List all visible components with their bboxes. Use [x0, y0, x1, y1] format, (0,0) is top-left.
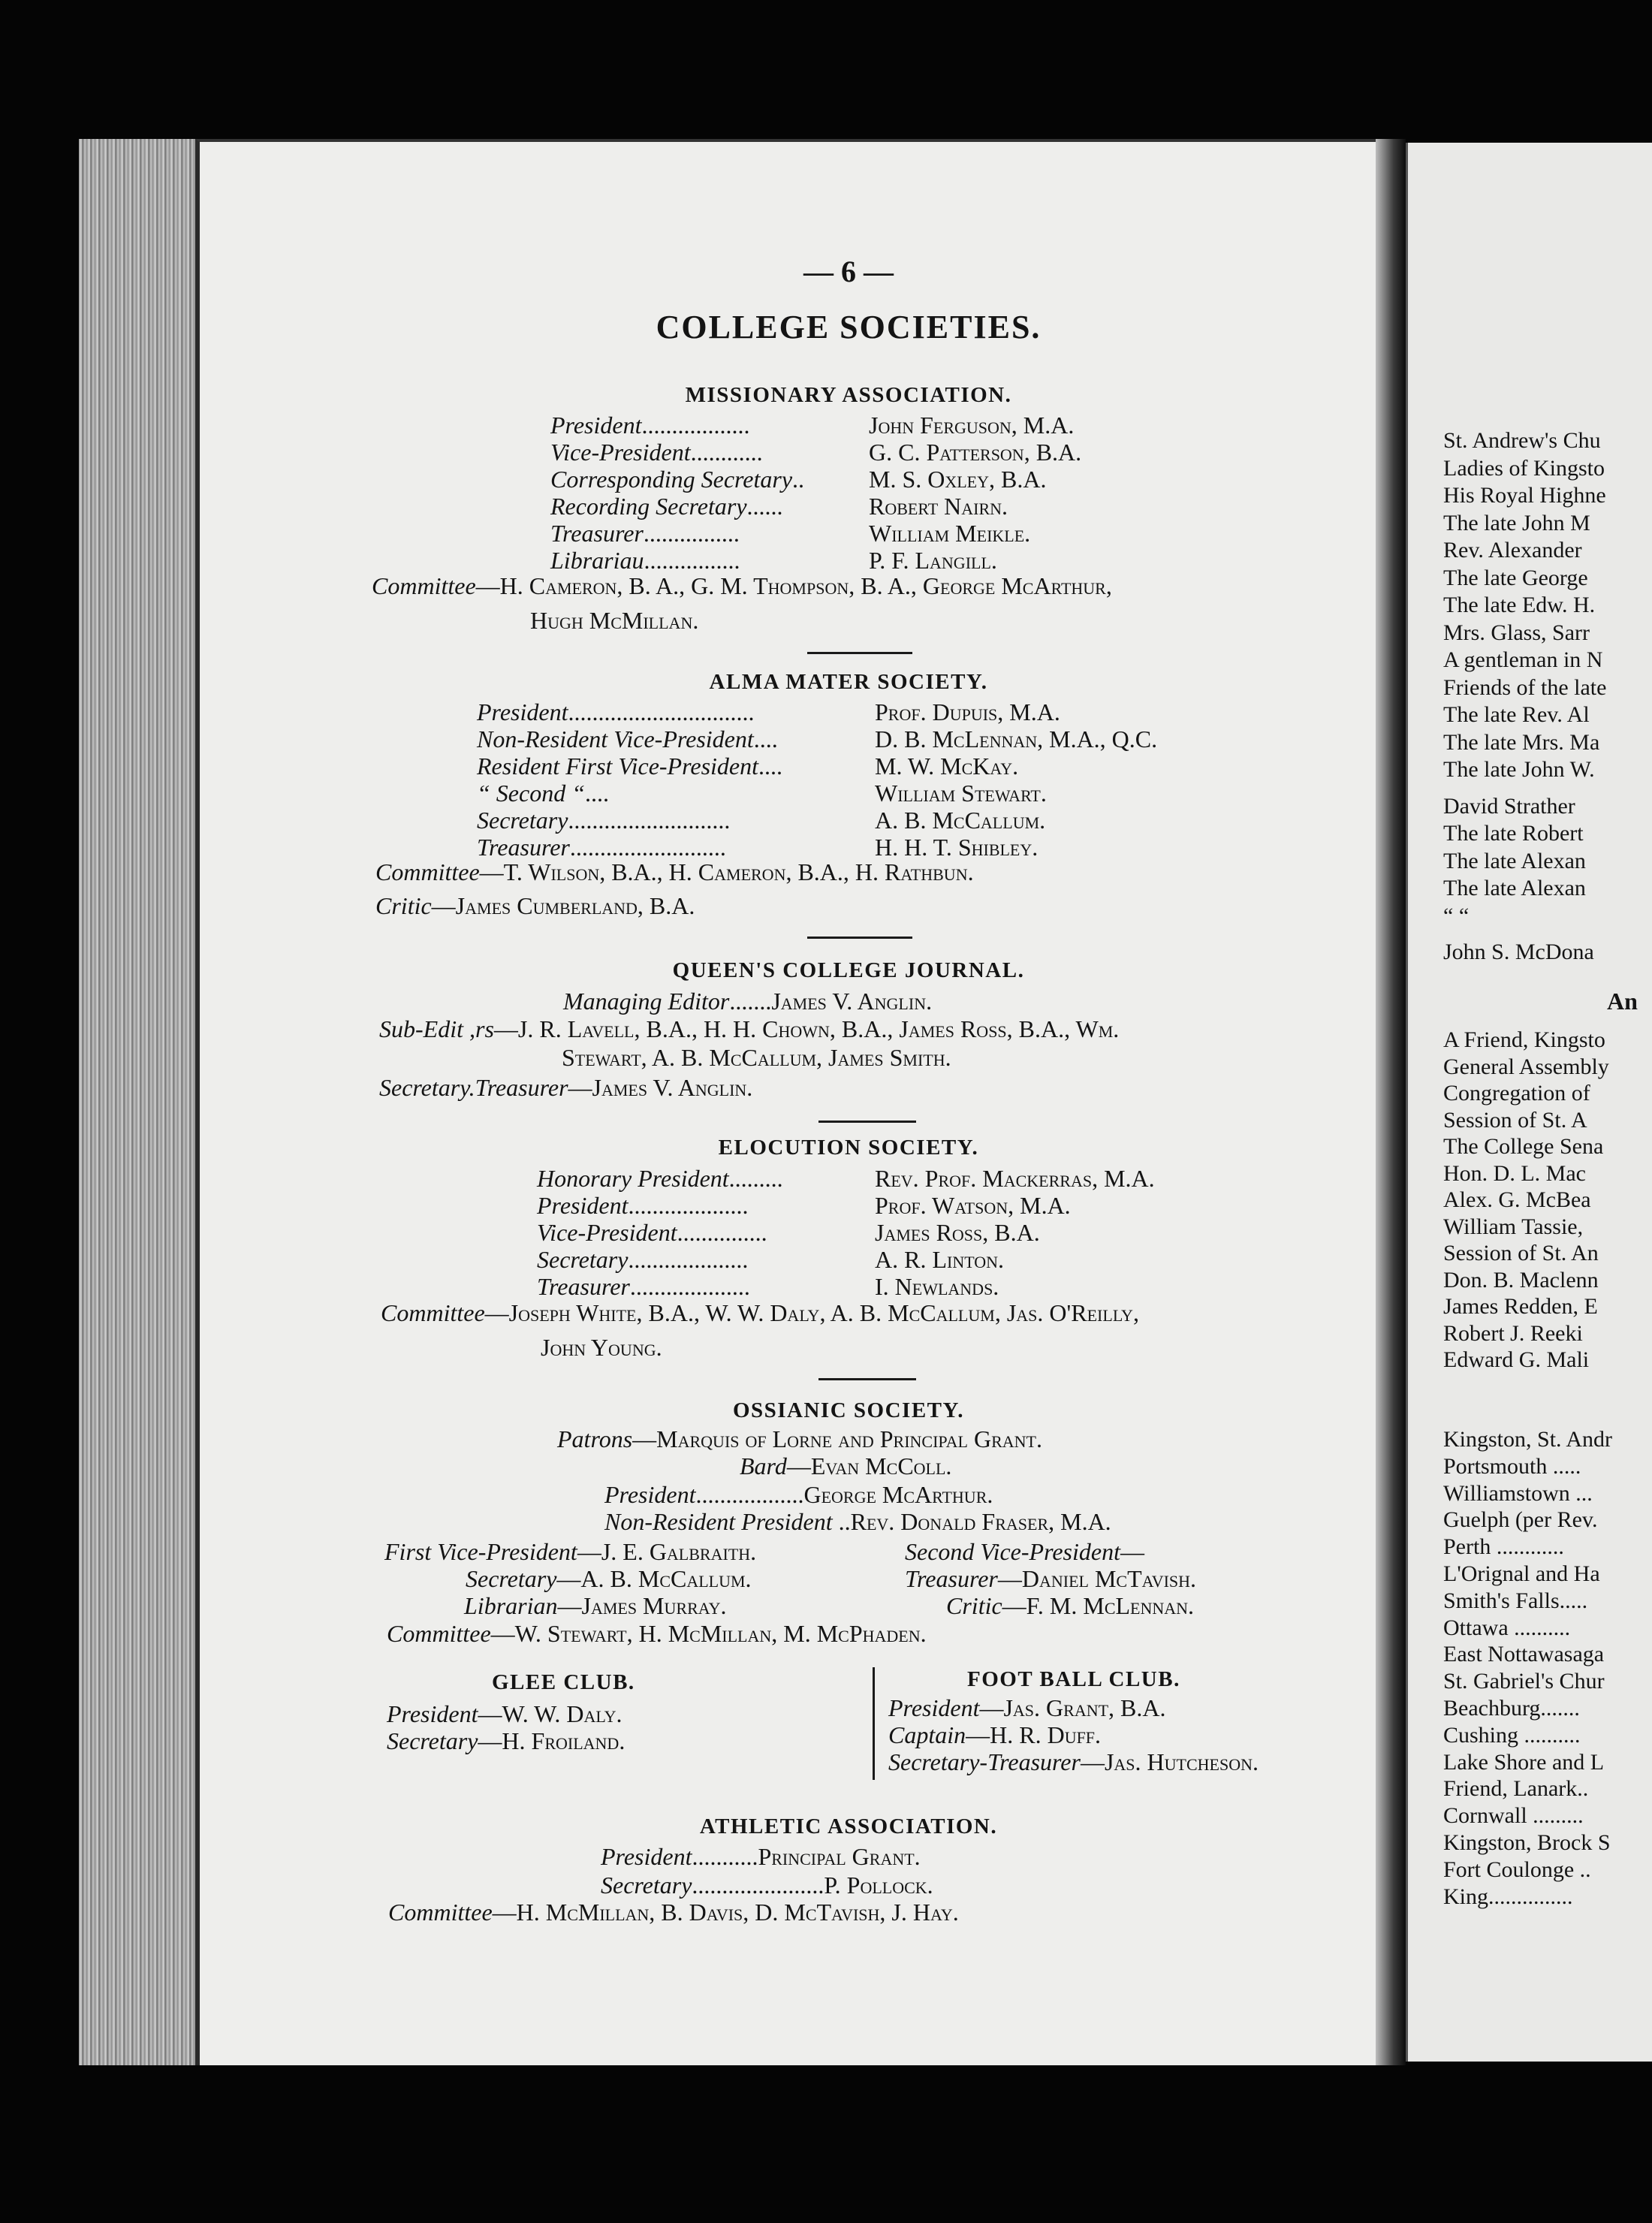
journal-heading: QUEEN'S COLLEGE JOURNAL.: [672, 958, 1025, 982]
journal-sub-editors: Sub-Edit ,rs—J. R. Lavell, B.A., H. H. Chown, B.A., James Ross, B.A., Wm.: [379, 1015, 1120, 1042]
right-page-line: Friends of the late: [1443, 674, 1607, 700]
officer-role: Librariau: [550, 547, 644, 574]
right-page-line: Kingston, St. Andr: [1443, 1427, 1613, 1452]
right-page-line: Smith's Falls.....: [1443, 1588, 1588, 1613]
right-page-line: The late Alexan: [1443, 848, 1586, 873]
right-page-line: St. Andrew's Chu: [1443, 428, 1601, 453]
officer-role: Non-Resident Vice-President: [477, 725, 754, 753]
right-page-line: James Redden, E: [1443, 1294, 1598, 1319]
right-page-line: Beachburg.......: [1443, 1696, 1580, 1721]
elocution-committee-cont: John Young.: [541, 1334, 662, 1361]
leader-dots: .........: [728, 1165, 783, 1192]
officer-role: Resident First Vice-President: [477, 753, 758, 780]
elocution-officer-row: [537, 1273, 750, 1300]
right-page-line: David Strather: [1443, 793, 1575, 819]
alma-mater-officer-row: [477, 725, 778, 753]
right-page-line: King...............: [1443, 1884, 1573, 1909]
alma-mater-officer-row: [477, 834, 726, 861]
right-page-line: The late John M: [1443, 510, 1590, 535]
right-page-line: Portsmouth .....: [1443, 1453, 1581, 1479]
right-page-line: William Tassie,: [1443, 1214, 1584, 1239]
officer-role: Treasurer: [477, 834, 570, 861]
right-page-line: The late John W.: [1443, 757, 1595, 782]
leader-dots: ................: [644, 547, 740, 574]
alma-mater-officer-row: [477, 698, 754, 725]
section-divider: [807, 937, 912, 939]
right-page-line: Hon. D. L. Mac: [1443, 1160, 1586, 1186]
leader-dots: ....................: [628, 1246, 749, 1273]
section-divider: [807, 652, 912, 654]
ossianic-first-vp: First Vice-President—J. E. Galbraith.: [384, 1538, 757, 1565]
athletic-heading: ATHLETIC ASSOCIATION.: [699, 1814, 998, 1838]
alma-mater-heading: ALMA MATER SOCIETY.: [709, 670, 988, 694]
right-page-line: Alex. G. McBea: [1443, 1187, 1591, 1212]
right-page-line: Ladies of Kingsto: [1443, 455, 1605, 481]
right-page-line: Williamstown ...: [1443, 1480, 1593, 1506]
officer-role: Recording Secretary: [550, 493, 747, 520]
book-page-edges: [79, 139, 206, 2065]
leader-dots: ....................: [629, 1273, 750, 1300]
football-president: President—Jas. Grant, B.A.: [888, 1694, 1166, 1721]
elocution-officer-name: I. Newlands.: [875, 1273, 999, 1300]
elocution-officer-name: Prof. Watson, M.A.: [875, 1192, 1071, 1219]
right-page-line: “ “: [1443, 903, 1470, 928]
missionary-officer-name: Robert Nairn.: [869, 493, 1008, 520]
right-page-line: Cornwall .........: [1443, 1803, 1584, 1829]
elocution-officer-row: [537, 1192, 748, 1219]
leader-dots: ............: [690, 439, 763, 466]
officer-role: Treasurer: [550, 520, 644, 547]
alma-mater-officer-name: A. B. McCallum.: [875, 807, 1046, 834]
officer-role: President: [477, 698, 568, 725]
elocution-committee: Committee—Joseph White, B.A., W. W. Daly, A. B. McCallum, Jas. O'Reilly,: [381, 1299, 1139, 1326]
book-gutter: [1376, 139, 1406, 2065]
leader-dots: ...........................: [568, 807, 731, 834]
leader-dots: ................: [643, 520, 740, 547]
right-page-line: The College Sena: [1443, 1134, 1604, 1159]
column-divider: [873, 1667, 875, 1780]
football-club-heading: FOOT BALL CLUB.: [967, 1667, 1180, 1691]
right-page-line: Robert J. Reeki: [1443, 1320, 1583, 1346]
leader-dots: ..................: [641, 412, 750, 439]
missionary-officer-name: G. C. Patterson, B.A.: [869, 439, 1082, 466]
journal-editor: Managing Editor.......James V. Anglin.: [563, 988, 933, 1015]
missionary-officer-name: P. F. Langill.: [869, 547, 997, 574]
right-page-line: The late Mrs. Ma: [1443, 729, 1600, 755]
alma-mater-officer-name: M. W. McKay.: [875, 753, 1019, 780]
ossianic-critic: Critic—F. M. McLennan.: [946, 1592, 1195, 1619]
missionary-officer-name: M. S. Oxley, B.A.: [869, 466, 1047, 493]
right-page-line: His Royal Highne: [1443, 483, 1606, 508]
leader-dots: ....................: [628, 1192, 749, 1219]
journal-sub-editors-cont: Stewart, A. B. McCallum, James Smith.: [562, 1044, 951, 1071]
missionary-officer-row: [550, 466, 804, 493]
elocution-officer-row: [537, 1165, 783, 1192]
officer-role: Corresponding Secretary: [550, 466, 793, 493]
leader-dots: ....: [585, 780, 609, 807]
right-page-line: Session of St. An: [1443, 1241, 1599, 1265]
leader-dots: ...............: [677, 1219, 767, 1246]
glee-secretary: Secretary—H. Froiland.: [387, 1727, 626, 1754]
officer-role: Secretary: [537, 1246, 629, 1273]
right-page-line: The late Alexan: [1443, 876, 1586, 900]
right-page-line: John S. McDona: [1443, 940, 1594, 964]
right-page-heading: An: [1607, 988, 1638, 1015]
ossianic-bard: Bard—Evan McColl.: [740, 1452, 952, 1479]
alma-mater-officer-row: [477, 807, 730, 834]
football-captain: Captain—H. R. Duff.: [888, 1721, 1102, 1748]
leader-dots: ..: [792, 466, 805, 493]
missionary-officer-row: [550, 412, 749, 439]
athletic-president: President...........Principal Grant.: [601, 1843, 921, 1870]
right-page-line: Fort Coulonge ..: [1443, 1857, 1591, 1882]
missionary-officer-row: [550, 493, 783, 520]
football-secretary-treasurer: Secretary-Treasurer—Jas. Hutcheson.: [888, 1748, 1259, 1775]
officer-role: Vice-President: [550, 439, 691, 466]
officer-role: Secretary: [477, 807, 568, 834]
right-page-line: General Assembly: [1443, 1054, 1609, 1079]
missionary-officer-name: William Meikle.: [869, 520, 1031, 547]
glee-president: President—W. W. Daly.: [387, 1700, 623, 1727]
ossianic-heading: OSSIANIC SOCIETY.: [732, 1398, 965, 1422]
missionary-committee-cont: Hugh McMillan.: [530, 607, 699, 634]
missionary-officer-row: [550, 439, 763, 466]
section-divider: [818, 1378, 916, 1380]
right-page-line: Perth ............: [1443, 1534, 1564, 1560]
officer-role: Treasurer: [537, 1273, 630, 1300]
right-page-line: The late Edw. H.: [1443, 593, 1596, 617]
alma-mater-officer-name: D. B. McLennan, M.A., Q.C.: [875, 725, 1158, 753]
missionary-officer-row: [550, 547, 740, 574]
elocution-officer-name: A. R. Linton.: [875, 1246, 1005, 1273]
leader-dots: ...............................: [568, 698, 755, 725]
elocution-officer-name: James Ross, B.A.: [875, 1219, 1040, 1246]
athletic-committee: Committee—H. McMillan, B. Davis, D. McTavish, J. Hay.: [388, 1899, 959, 1926]
right-page-line: Kingston, Brock S: [1443, 1830, 1611, 1855]
right-page-line: St. Gabriel's Chur: [1443, 1669, 1605, 1694]
leader-dots: ......: [746, 493, 783, 520]
officer-role: Vice-President: [537, 1219, 677, 1246]
alma-mater-officer-row: [477, 753, 782, 780]
ossianic-patrons: Patrons—Marquis of Lorne and Principal Grant.: [557, 1425, 1042, 1452]
right-page-line: Ottawa ..........: [1443, 1615, 1571, 1640]
right-page-line: Edward G. Mali: [1443, 1347, 1590, 1372]
ossianic-treasurer: Treasurer—Daniel McTavish.: [905, 1565, 1197, 1592]
missionary-committee: Committee—H. Cameron, B. A., G. M. Thompson, B. A., George McArthur,: [372, 572, 1112, 599]
right-page-line: Rev. Alexander: [1443, 538, 1582, 563]
left-page: [195, 139, 1382, 2065]
ossianic-secretary: Secretary—A. B. McCallum.: [466, 1565, 752, 1592]
section-divider: [818, 1121, 916, 1123]
alma-mater-committee: Committee—T. Wilson, B.A., H. Cameron, B.A., H. Rathbun.: [375, 858, 974, 885]
right-page-line: Congregation of: [1443, 1081, 1590, 1105]
page-title: COLLEGE SOCIETIES.: [656, 309, 1042, 345]
alma-mater-critic: Critic—James Cumberland, B.A.: [375, 892, 695, 919]
right-page-line: Session of St. A: [1443, 1107, 1587, 1133]
right-page-line: Guelph (per Rev.: [1443, 1507, 1598, 1533]
journal-secretary: Secretary.Treasurer—James V. Anglin.: [379, 1074, 753, 1101]
leader-dots: ....: [758, 753, 782, 780]
right-page-line: A Friend, Kingsto: [1443, 1027, 1605, 1052]
elocution-heading: ELOCUTION SOCIETY.: [718, 1136, 979, 1160]
elocution-officer-name: Rev. Prof. Mackerras, M.A.: [875, 1165, 1155, 1192]
alma-mater-officer-name: H. H. T. Shibley.: [875, 834, 1039, 861]
right-page-line: Friend, Lanark..: [1443, 1776, 1589, 1802]
glee-club-heading: GLEE CLUB.: [492, 1670, 635, 1694]
officer-role: Honorary President: [537, 1165, 729, 1192]
missionary-officer-name: John Ferguson, M.A.: [869, 412, 1075, 439]
elocution-officer-row: [537, 1246, 748, 1273]
right-page-line: Mrs. Glass, Sarr: [1443, 620, 1590, 645]
alma-mater-officer-name: William Stewart.: [875, 780, 1047, 807]
missionary-officer-row: [550, 520, 740, 547]
officer-role: President: [537, 1192, 629, 1219]
ossianic-nonres-president: Non-Resident President ..Rev. Donald Fraser, M.A.: [604, 1508, 1111, 1535]
right-page-line: L'Orignal and Ha: [1443, 1561, 1600, 1586]
right-page-line: The late Robert: [1443, 821, 1584, 846]
right-page-line: Lake Shore and L: [1443, 1749, 1605, 1775]
right-page-line: The late Rev. Al: [1443, 702, 1590, 727]
missionary-heading: MISSIONARY ASSOCIATION.: [685, 383, 1012, 407]
athletic-secretary: Secretary......................P. Pollock.: [601, 1872, 933, 1899]
ossianic-second-vp: Second Vice-President—: [905, 1538, 1144, 1565]
alma-mater-officer-row: [477, 780, 609, 807]
right-page-line: A gentleman in N: [1443, 647, 1603, 672]
ossianic-president: President..................George McArthur.: [604, 1481, 993, 1508]
page-number: — 6 —: [803, 255, 894, 288]
ossianic-librarian: Librarian—James Murray.: [464, 1592, 727, 1619]
leader-dots: ....: [753, 725, 778, 753]
right-page-line: East Nottawasaga: [1443, 1642, 1605, 1667]
alma-mater-officer-name: Prof. Dupuis, M.A.: [875, 698, 1060, 725]
right-page-line: The late George: [1443, 565, 1588, 590]
officer-role: President: [550, 412, 642, 439]
leader-dots: ..........................: [569, 834, 726, 861]
officer-role: “ Second “: [477, 780, 585, 807]
right-page-line: Don. B. Maclenn: [1443, 1267, 1599, 1292]
ossianic-committee: Committee—W. Stewart, H. McMillan, M. McPhaden.: [387, 1620, 927, 1647]
elocution-officer-row: [537, 1219, 767, 1246]
right-page-line: Cushing ..........: [1443, 1722, 1581, 1748]
